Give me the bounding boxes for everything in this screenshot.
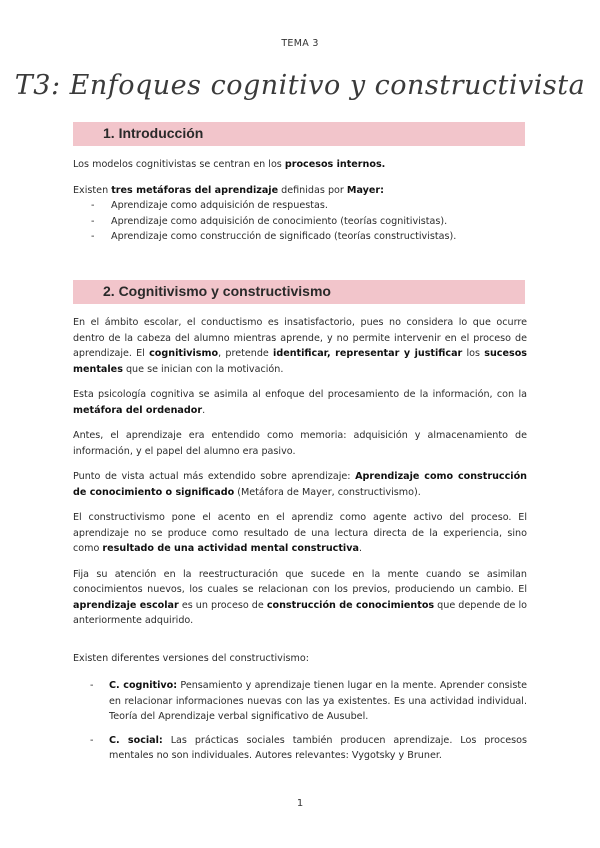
bold-text: aprendizaje escolar [73, 599, 179, 611]
bold-text: tres metáforas del aprendizaje [111, 184, 279, 196]
paragraph [73, 469, 527, 500]
list-item: - Aprendizaje como adquisición de respuestas. [73, 198, 527, 214]
bold-text: procesos internos. [284, 159, 386, 170]
section-heading-introduccion [73, 122, 525, 146]
document-title: T3: Enfoques cognitivo y constructivista [14, 70, 586, 101]
text: que depende de lo anteriormente adquirido. [73, 599, 527, 626]
bold-text: sucesos mentales [73, 348, 527, 375]
text: . [202, 404, 206, 416]
bold-text: metáfora del ordenador [73, 404, 203, 416]
page-header: TEMA 3 [281, 38, 319, 49]
bold-text: cognitivismo [149, 348, 219, 359]
text: (Metáfora de Mayer, constructivismo). [234, 486, 421, 498]
list-item: - Aprendizaje como adquisición de conocimiento (teorías cognitivistas). [73, 214, 527, 230]
section-cognitivismo-body [73, 315, 527, 772]
bold-text: C. cognitivo: [109, 680, 178, 691]
section-introduccion-body [73, 157, 527, 245]
paragraph [73, 510, 527, 557]
section-heading-label: 1. Introducción [103, 125, 204, 141]
text: Existen [73, 184, 112, 196]
text: . [358, 543, 363, 554]
paragraph: Existen diferentes versiones del constructivismo: [73, 652, 309, 664]
text: definidas por [278, 184, 347, 196]
bold-text: resultado de una actividad mental constructiva [102, 543, 359, 554]
text: los [462, 348, 485, 359]
bold-text: construcción de conocimientos [266, 599, 435, 611]
text: Punto de vista actual más extendido sobre aprendizaje: [73, 471, 356, 482]
text: es un proceso de [178, 599, 267, 611]
constructivism-versions-list [73, 678, 527, 764]
paragraph [73, 387, 527, 418]
bold-text: Mayer: [346, 184, 384, 196]
metaphor-list [73, 198, 527, 245]
paragraph [73, 157, 527, 173]
bold-text: C. social: [109, 734, 163, 746]
paragraph [73, 183, 527, 199]
section-heading-cognitivismo [73, 280, 525, 304]
text: Las prácticas sociales también producen aprendizaje. Los procesos mentales no son individuales. Autores relevantes: Vygotsky y Bruner. [109, 734, 527, 761]
section-heading-label: 2. Cognitivismo y constructivismo [103, 283, 331, 299]
list-item [73, 678, 527, 725]
text: Los modelos cognitivistas se centran en los [73, 159, 285, 170]
bold-text: Aprendizaje como construcción de conocimiento o significado [73, 471, 527, 498]
text: Esta psicología cognitiva se asimila al enfoque del procesamiento de la información, con la [73, 389, 527, 400]
page-number: 1 [296, 798, 304, 809]
text: que se inician con la motivación. [122, 363, 284, 375]
text: , pretende [218, 348, 274, 359]
text: El constructivismo pone el acento en el aprendiz como agente activo del proceso. El aprendizaje no se produce como resultado de una lectura directa de la experiencia, sino como [73, 512, 527, 554]
list-item: - Aprendizaje como construcción de significado (teorías constructivistas). [73, 229, 527, 245]
paragraph: Antes, el aprendizaje era entendido como memoria: adquisición y almacenamiento de información, y el papel del alumno era pasivo. [73, 430, 527, 457]
text: Fija su atención en la reestructuración que sucede en la mente cuando se asimilan conocimientos nuevos, los cuales se relacionan con los previos, produciendo un cambio. El [73, 568, 527, 595]
text: En el ámbito escolar, el conductismo es insatisfactorio, pues no considera lo que ocurre dentro de la cabeza del alumno mientras aprende, y no permite intervenir en el proceso de aprendizaje. El [73, 317, 527, 359]
paragraph [73, 315, 527, 377]
text: Pensamiento y aprendizaje tienen lugar en la mente. Aprender consiste en relacionar informaciones nuevas con las ya existentes. Es una actividad individual. Teoría del Aprendizaje verbal significativo de Ausubel. [109, 680, 527, 722]
paragraph [73, 567, 527, 629]
list-item [73, 733, 527, 764]
bold-text: identificar, representar y justificar [273, 348, 463, 359]
